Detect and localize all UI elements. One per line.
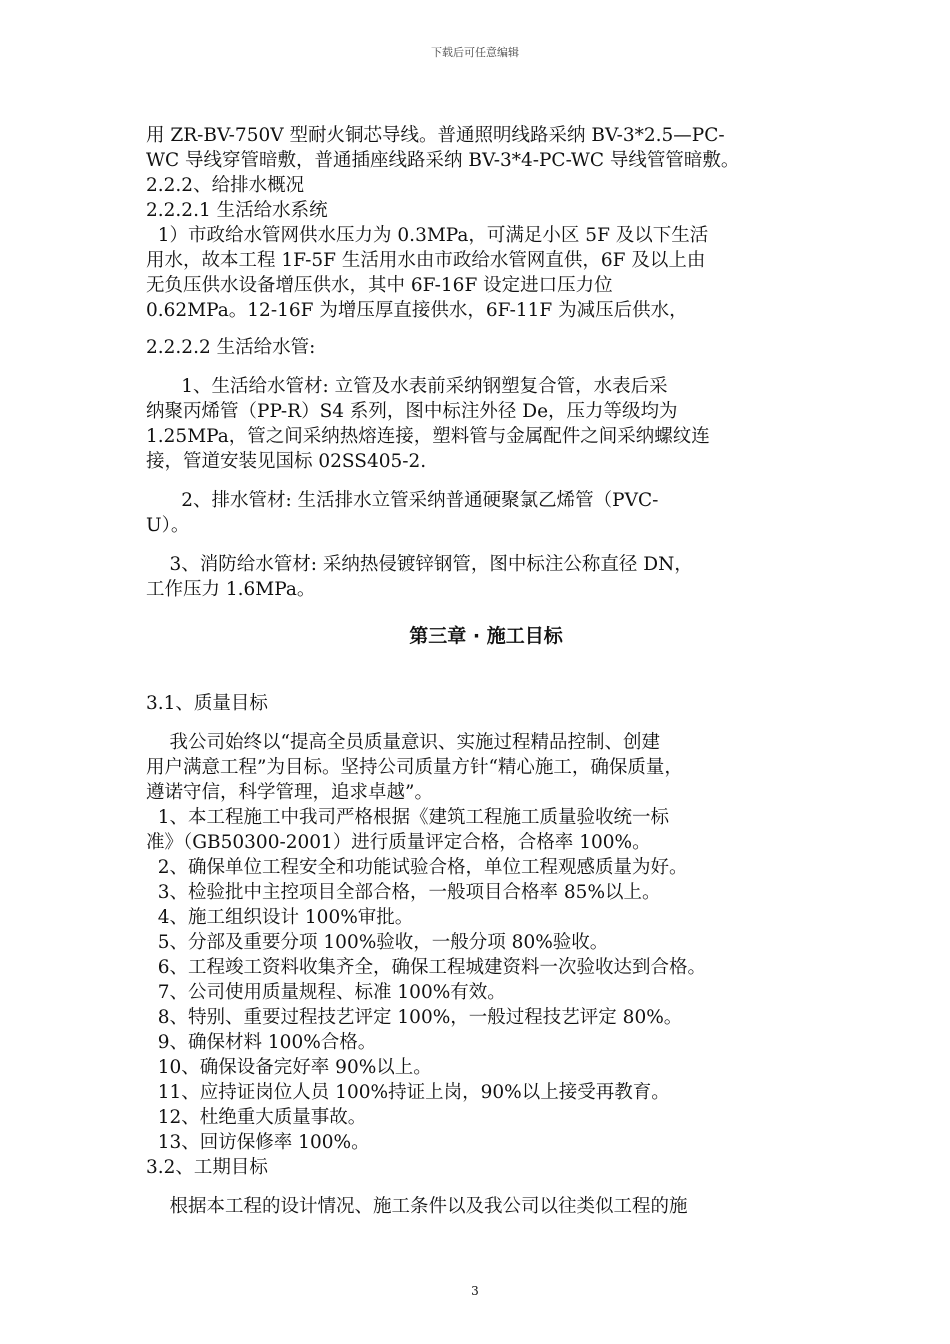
list-item: 11、应持证岗位人员 100%持证上岗，90%以上接受再教育。 (146, 1082, 670, 1103)
list-item: 5、分部及重要分项 100%验收，一般分项 80%验收。 (146, 932, 609, 953)
text-line: 1）市政给水管网供水压力为 0.3MPa，可满足小区 5F 及以下生活 (146, 225, 709, 246)
subsection-heading: 2.2.2.2 生活给水管: (146, 337, 316, 358)
list-item: 13、回访保修率 100%。 (146, 1132, 370, 1153)
text-line: 2、排水管材: 生活排水立管采纳普通硬聚氯乙烯管（PVC- (146, 490, 659, 511)
list-item: 7、公司使用质量规程、标准 100%有效。 (146, 982, 506, 1003)
paragraph-quality-intro (146, 730, 826, 805)
list-item: 1、本工程施工中我司严格根据《建筑工程施工质量验收统一标 (146, 807, 670, 828)
section-heading: 3.2、工期目标 (146, 1157, 268, 1178)
text-line: 根据本工程的设计情况、施工条件以及我公司以往类似工程的施 (146, 1196, 688, 1217)
text-line: 无负压供水设备增压供水，其中 6F-16F 设定进口压力位 (146, 275, 613, 296)
paragraph-drain-pipe (146, 488, 826, 538)
text-line: 纳聚丙烯管（PP-R）S4 系列，图中标注外径 De，压力等级均为 (146, 401, 678, 422)
list-item: 3、检验批中主控项目全部合格，一般项目合格率 85%以上。 (146, 882, 661, 903)
text-line: WC 导线穿管暗敷，普通插座线路采纳 BV-3*4-PC-WC 导线管管暗敷。 (146, 150, 740, 171)
text-line: 用 ZR-BV-750V 型耐火铜芯导线。普通照明线路采纳 BV-3*2.5—PC- (146, 125, 725, 146)
text-line: 3、消防给水管材: 采纳热侵镀锌钢管，图中标注公称直径 DN， (146, 554, 693, 575)
list-item: 2、确保单位工程安全和功能试验合格，单位工程观感质量为好。 (146, 857, 688, 878)
list-item: 8、特别、重要过程技艺评定 100%，一般过程技艺评定 80%。 (146, 1007, 683, 1028)
page-number: 3 (471, 1284, 479, 1298)
text-line: 用水，故本工程 1F-5F 生活用水由市政给水管网直供，6F 及以上由 (146, 250, 706, 271)
text-line: 1.25MPa，管之间采纳热熔连接，塑料管与金属配件之间采纳螺纹连 (146, 426, 710, 447)
text-line: 0.62MPa。12-16F 为增压厚直接供水，6F-11F 为减压后供水， (146, 300, 688, 321)
text-line: 我公司始终以“提高全员质量意识、实施过程精品控制、创建 (146, 732, 660, 753)
list-item: 准》（GB50300-2001）进行质量评定合格，合格率 100%。 (146, 832, 651, 853)
text-line: 用户满意工程”为目标。坚持公司质量方针“精心施工，确保质量， (146, 757, 683, 778)
subsection-heading: 2.2.2.1 生活给水系统 (146, 200, 328, 221)
text-line: 遵诺守信，科学管理，追求卓越”。 (146, 782, 433, 803)
section-heading: 3.1、质量目标 (146, 693, 268, 714)
text-line: 工作压力 1.6MPa。 (146, 579, 316, 600)
list-item: 4、施工组织设计 100%审批。 (146, 907, 414, 928)
document-body (146, 123, 826, 1219)
chapter-title: 第三章 · 施工目标 (409, 625, 563, 647)
list-item: 9、确保材料 100%合格。 (146, 1032, 377, 1053)
list-item: 10、确保设备完好率 90%以上。 (146, 1057, 432, 1078)
section-heading: 2.2.2、给排水概况 (146, 175, 305, 196)
quality-goals-list (146, 805, 826, 1155)
page-header: 下载后可任意编辑 (431, 46, 519, 59)
paragraph-fire-pipe (146, 552, 826, 602)
section-electrical-continued (146, 123, 826, 323)
paragraph-water-pipe (146, 374, 826, 474)
list-item: 12、杜绝重大质量事故。 (146, 1107, 367, 1128)
text-line: U）。 (146, 515, 190, 536)
text-line: 1、生活给水管材: 立管及水表前采纳钢塑复合管，水表后采 (146, 376, 668, 397)
text-line: 接，管道安装见国标 02SS405-2. (146, 451, 427, 472)
list-item: 6、工程竣工资料收集齐全，确保工程城建资料一次验收达到合格。 (146, 957, 707, 978)
